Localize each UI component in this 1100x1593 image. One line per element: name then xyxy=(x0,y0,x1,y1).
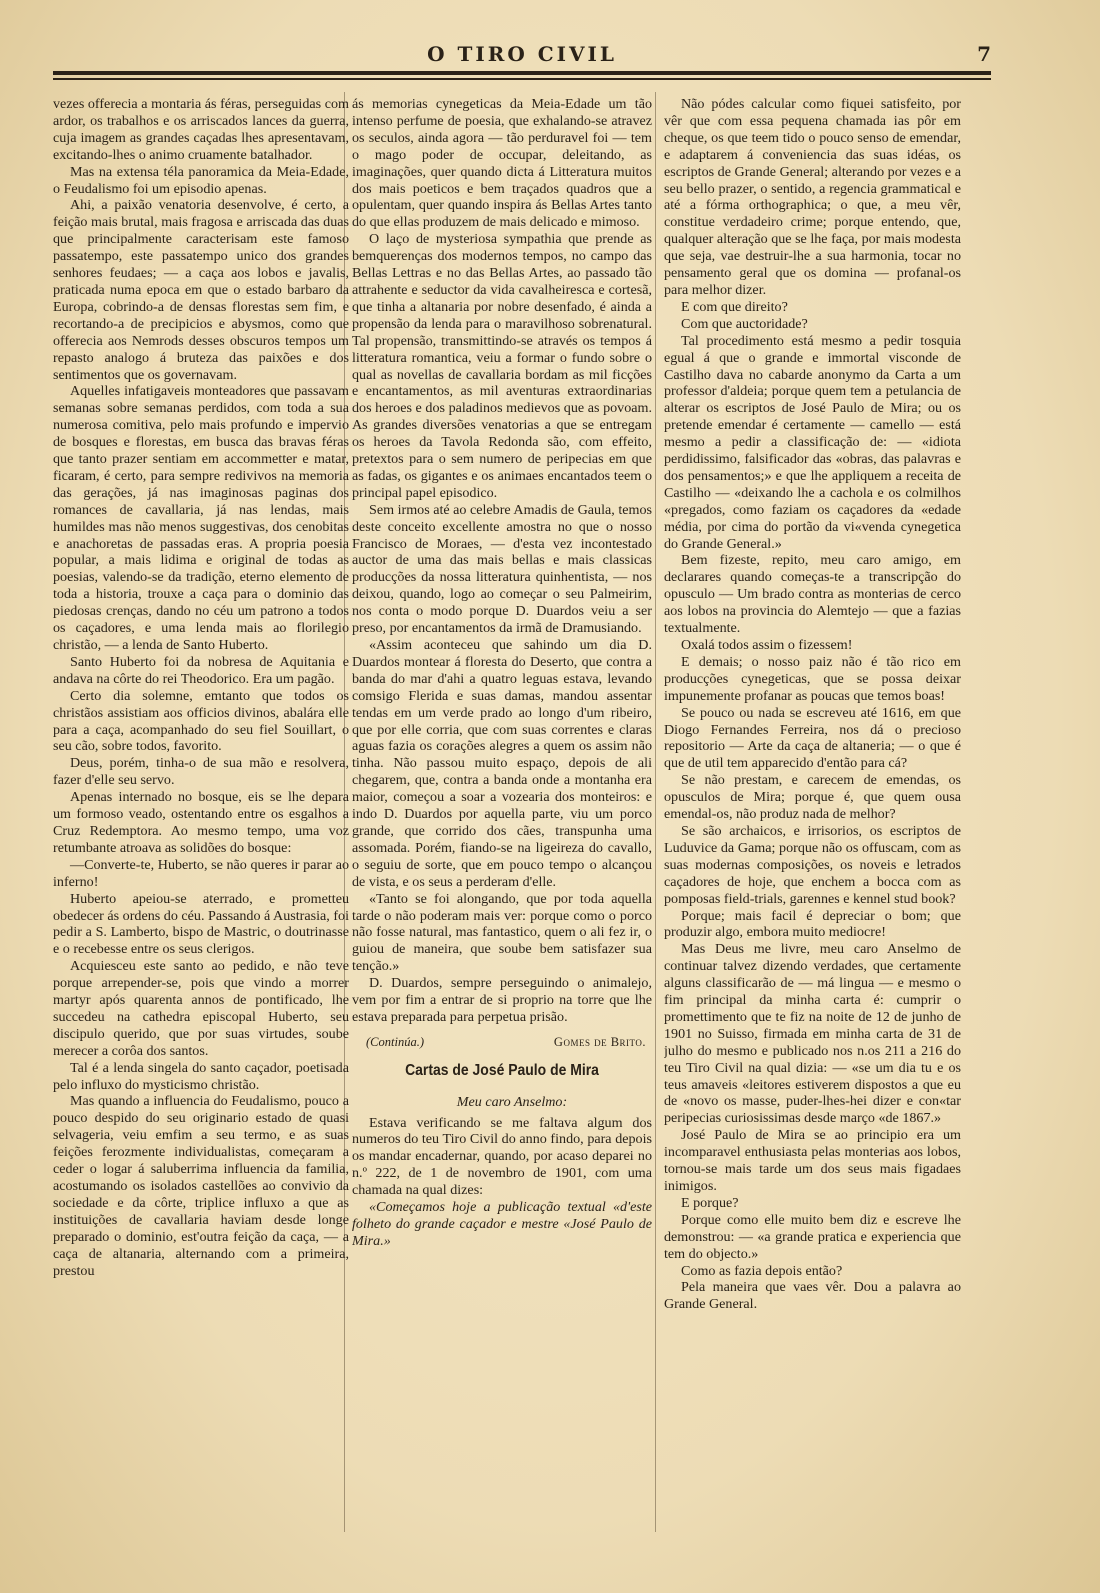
paragraph: Oxalá todos assim o fizessem! xyxy=(681,637,853,653)
paragraph: Com que auctoridade? xyxy=(681,315,808,332)
paragraph: Santo Huberto foi da nobresa de Aquitania e andava na côrte do rei Theodorico. Era um pagão. xyxy=(53,653,349,687)
paragraph: Bem fizeste, repito, meu caro amigo, em declarares quando começas-te a transcripção do opusculo — Um brado contra as monterias de cerco aos lobos na provincia do Alemtejo — que a fazias textualmente. xyxy=(664,552,961,637)
paragraph: vezes offerecia a montaria ás féras, perseguidas com ardor, os trabalhos e os arriscados lances da guerra, cuja imagem as grandes caçadas lhes apresentavam, excitando-lhes o animo cruamente batalhador. xyxy=(53,96,349,163)
paragraph: Sem irmos até ao celebre Amadis de Gaula, temos deste conceito excellente amostra no que o nosso Francisco de Moraes, — d'esta vez incontestado auctor de uma das mais bellas e mais classicas producções da nossa litteratura quinhentista, — nos deixou, quando, logo ao começar o seu Palmeirim, nos conta o modo porque D. Duardos veiu a ser preso, por encantamentos da irmã de Dramusiando. xyxy=(352,501,652,637)
newspaper-title: O TIRO CIVIL xyxy=(427,42,617,66)
column-3 xyxy=(664,96,961,1536)
paragraph: Mas Deus me livre, meu caro Anselmo de continuar talvez dizendo verdades, que certamente alguns classificarão de — má lingua — e mesmo o fim principal da minha carta é: cumprir o promettimento que te fiz na noite de 12 de junho de 1901 no Suisso, firmada em minha carta de 31 de julho do mesmo e publicado nos n.os 211 a 216 do teu Tiro Civil na qual dizia: — «se um dia tu e os teus amaveis «leitores estiverem dispostos a que eu de «novo os masse, puder-lhes-hei dizer e con«tar peripecias curiosissimas desde março «de 1867.» xyxy=(664,941,961,1127)
paragraph: —Converte-te, Huberto, se não queres ir parar ao inferno! xyxy=(53,856,349,890)
paragraph: Apenas internado no bosque, eis se lhe depara um formoso veado, ostentando entre os esgalhos a Cruz Redemptora. Ao mesmo tempo, uma voz retumbante atroava as solidões do bosque: xyxy=(53,789,349,856)
paragraph: E com que direito? xyxy=(681,298,788,315)
paragraph: Como as fazia depois então? xyxy=(681,1262,843,1279)
section-title: Cartas de José Paulo de Mira xyxy=(405,1061,599,1079)
paragraph: D. Duardos, sempre perseguindo o animalejo, vem por fim a entrar de si proprio na torre que lhe estava preparada para perpetua prisão. xyxy=(352,975,652,1025)
column-2 xyxy=(352,96,652,1536)
paragraph: Mas na extensa téla panoramica da Meia-Edade, o Feudalismo foi um episodio apenas. xyxy=(53,163,349,197)
paragraph: Não pódes calcular como fiquei satisfeito, por vêr que com essa pequena chamada ias pôr em cheque, os que teem tido o pouco senso de emendar, e adaptarem á conveniencia das suas idéas, os escriptos de Grande General; alterando por vezes e a seu bello prazer, o sentido, a regencia grammatical e até a fórma orthographica; o que, a meu vêr, constitue verdadeiro crime; porque entendo, que, qualquer alteração que se lhe faça, por mais modesta que seja, vae destruir-lhe a sua harmonia, tocar no pensamento geral que os domina — profanal-os para melhor dizer. xyxy=(664,96,961,298)
paragraph: Estava verificando se me faltava algum dos numeros do teu Tiro Civil do anno findo, para depois os mandar encadernar, quando, por acaso deparei no n.º 222, de 1 de novembro de 1901, com uma chamada na qual dizes: xyxy=(352,1114,652,1199)
paragraph: «Assim aconteceu que sahindo um dia D. Duardos montear á floresta do Deserto, que contra a banda do mar d'ahi a quatro leguas estava, levando comsigo Flerida e suas damas, mandou assentar tendas em um verde prado ao longo d'um ribeiro, que por elle corria, que com suas correntes e claras aguas fazia os corações alegres a quem os assim não tinha. Não passou muito espaço, depois de ali chegarem, que, contra a banda onde a montanha era maior, começou a soar a vozearia dos monteiros: e indo D. Duardos por aquella parte, viu um porco grande, que corrido dos cães, transpunha uma assomada. Porém, fiando-se na ligeireza do cavallo, o seguiu de sorte, que em pouco tempo o alcançou de vista, e os seus a perderam d'elle. xyxy=(352,637,652,890)
page-header xyxy=(53,42,991,68)
paragraph: E porque? xyxy=(681,1194,739,1211)
paragraph: «Tanto se foi alongando, que por toda aquella tarde o não poderam mais ver: porque como o porco não fosse natural, mas fantastico, quem o ali fez ir, o guiou de maneira, que soube bem satisfazer sua tenção.» xyxy=(352,890,652,975)
article-signature xyxy=(366,1034,646,1051)
paragraph: Se não prestam, e carecem de emendas, os opusculos de Mira; porque é, que quem ousa emendal-os, não produz nada de melhor? xyxy=(664,772,961,823)
paragraph: José Paulo de Mira se ao principio era um incomparavel enthusiasta pelas monterias aos lobos, tornou-se mais tarde um dos seus mais figadaes inimigos. xyxy=(664,1127,961,1194)
paragraph: E demais; o nosso paiz não é tão rico em producções cynegeticas, que se possa deixar impunemente profanar as poucas que temos boas! xyxy=(664,653,961,704)
paragraph: O laço de mysteriosa sympathia que prende as bemquerenças dos modernos tempos, no campo das Bellas Lettras e no das Bellas Artes, ao passado tão attrahente e seductor da vida cavalheiresca e cortesã, que tinha a altanaria por nobre desenfado, é ainda a propensão da lenda para o maravilhoso sobrenatural. Tal propensão, transmittindo-se através os tempos á litteratura romantica, veiu a formar o fundo sobre o qual as novellas de cavallaria bordam as mil ficções e encantamentos, as mil aventuras extraordinarias dos heroes e dos paladinos medievos que as povoam. As grandes diversões venatorias a que se entregam os heroes da Tavola Redonda são, com effeito, pretextos para o sem numero de peripecias em que as fadas, os gigantes e os animaes encantados teem o principal papel episodico. xyxy=(352,231,652,501)
header-rule-thick xyxy=(53,71,991,75)
paragraph: Certo dia solemne, emtanto que todos os christãos assistiam aos officios divinos, abalára elle para a caça, acompanhado do seu fiel Souillart, o seu cão, sobre todos, favorito. xyxy=(53,687,349,755)
paragraph: Tal é a lenda singela do santo caçador, poetisada pelo influxo do mysticismo christão. xyxy=(53,1059,349,1093)
header-rule-thin xyxy=(53,78,991,80)
paragraph: Ahi, a paixão venatoria desenvolve, é certo, a feição mais brutal, mais fragosa e arriscada das duas que principalmente caracterisam este famoso passatempo, este passatempo unico dos grandes senhores feudaes; — a caça aos lobos e javalis, praticada numa epoca em que o estado barbaro da Europa, cobrindo-a de densas florestas sem fim, e recortando-a de precipicios e abysmos, como que offerecia aos Nemrods desses obscuros tempos um repasto analogo á bruteza das paixões e dos sentimentos que os governavam. xyxy=(53,197,349,383)
paragraph: Porque como elle muito bem diz e escreve lhe demonstrou: — «a grande pratica e experiencia que tem do objecto.» xyxy=(664,1211,961,1262)
paragraph: Tal procedimento está mesmo a pedir tosquia egual á que o grande e immortal visconde de Castilho dava no cabarde anonymo da Carta a um professor d'aldeia; porque quem tem a petulancia de alterar os escriptos de José Paulo de Mira; ou os pretende emendar é certamente — camello — está mesmo a pedir a classificação de: — «idiota perdidissimo, falsificador das «obras, das palavras e dos pensamentos;» e que lhe appliquem a receita de Castilho — «deixando lhe a cachola e os colmilhos «pregados, como faziam os caçadores da «edade média, por cima do portão da vi«venda cynegetica do Grande General.» xyxy=(664,332,961,552)
paragraph: Mas quando a influencia do Feudalismo, pouco a pouco despido do seu originario estado de quasi selvageria, veiu emfim a seu termo, e as suas feições ferozmente individualistas, começaram a ceder o logar á saluberrima influencia da familia, acostumando os isolados castellões ao convivio da sociedade e da côrte, triplice influxo a que as instituições de cavallaria haviam desde longe preparado o dominio, est'outra feição da caça, — a caça de altanaria, alternando com a primeira, prestou xyxy=(53,1093,349,1279)
continua-note: (Continúa.) xyxy=(366,1034,424,1049)
page-number: 7 xyxy=(977,42,991,66)
paragraph: Se são archaicos, e irrisorios, os escriptos de Luduvice da Gama; porque não os offuscam, com as suas modernas composições, os noveis e letrados caçadores de hoje, que enchem a bocca com as pomposas field-trials, garennes e kennel stud book? xyxy=(664,822,961,907)
paragraph: Huberto apeiou-se aterrado, e prometteu obedecer ás ordens do céu. Passando á Austrasia, foi pedir a S. Lamberto, bispo de Mastric, o doutrinasse e o recebesse entre os seus clerigos. xyxy=(53,890,349,958)
paragraph: Acquiesceu este santo ao pedido, e não teve porque arrepender-se, pois que vindo a morrer martyr após quarenta annos de pontificado, lhe succedeu na cathedra episcopal Huberto, seu discipulo querido, que por suas virtudes, soube merecer a corôa dos santos. xyxy=(53,958,349,1059)
paragraph: Porque; mais facil é depreciar o bom; que produzir algo, embora muito mediocre! xyxy=(664,907,961,941)
paragraph: Se pouco ou nada se escreveu até 1616, em que Diogo Fernandes Ferreira, nos dá o precioso repositorio — Arte da caça de altaneria; — o que é que de util tem apparecido d'então para cá? xyxy=(664,704,961,772)
quote-paragraph: «Começamos hoje a publicação textual «d'este folheto do grande caçador e mestre «José Paulo de Mira.» xyxy=(352,1199,652,1249)
paragraph: Pela maneira que vaes vêr. Dou a palavra ao Grande General. xyxy=(664,1279,961,1313)
paragraph: Deus, porém, tinha-o de sua mão e resolvera, fazer d'elle seu servo. xyxy=(53,755,349,789)
author-name: Gomes de Brito. xyxy=(553,1034,646,1049)
column-divider xyxy=(655,92,656,1532)
column-1 xyxy=(53,96,349,1536)
paragraph: Aquelles infatigaveis monteadores que passavam semanas sobre semanas perdidos, com toda a sua numerosa comitiva, pelo mais profundo e impervio de bosques e florestas, em busca das bravas féras que tanto prazer sentiam em accommetter e matar, ficaram, é certo, para sempre redivivos na memoria das gerações, já nas imaginosas paginas dos romances de cavallaria, já nas lendas, mais humildes mas não menos suggestivas, dos cenobitas e anachoretas de passadas eras. A propria poesia popular, a mais lidima e original de todas as poesias, valendo-se da tradição, eterno elemento de toda a historia, trouxe a caça para o dominio das piedosas crenças, dando no céu um patrono a todos os caçadores, e uma lenda mais ao florilegio christão, — a lenda de Santo Huberto. xyxy=(53,383,349,653)
letter-salutation: Meu caro Anselmo: xyxy=(456,1093,568,1110)
paragraph: ás memorias cynegeticas da Meia-Edade um tão intenso perfume de poesia, que exhalando-se atravez os seculos, ainda agora — tão perduravel foi — tem o mago poder de occupar, deleitando, as imaginações, quer quando dicta á Litteratura muitos dos mais poeticos e bem traçados quadros que a opulentam, quer quando inspira ás Bellas Artes tanto do que ellas produzem de mais delicado e mimoso. xyxy=(352,96,652,231)
